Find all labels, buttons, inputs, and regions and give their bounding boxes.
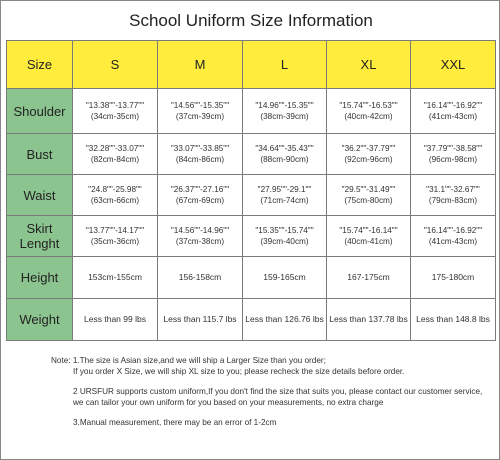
row-label-shoulder: Shoulder (7, 89, 73, 134)
cell-value-metric: (75cm-80cm) (344, 196, 393, 205)
cell-value-metric: (40cm-41cm) (344, 237, 393, 246)
table-row-height (7, 257, 496, 299)
cell-weight-xxl (411, 299, 496, 341)
cell-value-metric: (37cm-39cm) (175, 112, 225, 121)
row-label-weight: Weight (7, 299, 73, 341)
cell-value: "14.56""-15.35"" (170, 101, 230, 110)
cell-value: "15.74""-16.53"" (339, 101, 398, 110)
cell-value: Less than 99 lbs (84, 314, 146, 324)
cell-value-metric: (38cm-39cm) (260, 112, 309, 121)
cell-value: "33.07""-33.85"" (170, 144, 230, 153)
note-2-line-2: we can tailor your own uniform for you based on your measurements, no extra charge (73, 398, 384, 407)
header-size-xxl: XXL (411, 41, 496, 89)
cell-value: Less than 148.8 lbs (416, 314, 490, 324)
cell-waist-l (243, 175, 327, 216)
table-header-row (7, 41, 496, 89)
cell-value: 156-158cm (178, 272, 222, 282)
cell-value: "26.37""-27.16"" (170, 185, 230, 194)
header-size-m: M (158, 41, 243, 89)
cell-value: "16.14""-16.92"" (423, 101, 483, 110)
cell-height-l (243, 257, 327, 299)
cell-weight-s (73, 299, 158, 341)
header-size-l: L (243, 41, 327, 89)
cell-shoulder-xl (327, 89, 411, 134)
cell-value: "32.28""-33.07"" (85, 144, 145, 153)
cell-value: "27.95""-29.1"" (257, 185, 312, 194)
cell-waist-m (158, 175, 243, 216)
cell-weight-m (158, 299, 243, 341)
notes-section (51, 355, 491, 437)
cell-value: 175-180cm (431, 272, 475, 282)
header-size-s: S (73, 41, 158, 89)
cell-value: "37.79""-38.58"" (423, 144, 483, 153)
cell-shoulder-l (243, 89, 327, 134)
cell-value: "15.74""-16.14"" (339, 226, 398, 235)
table-row-skirt-lenght (7, 216, 496, 257)
cell-value-metric: (88cm-90cm) (260, 155, 309, 164)
row-label-skirt-lenght: Skirt Lenght (7, 216, 73, 257)
cell-height-s (73, 257, 158, 299)
cell-value-metric: (34cm-35cm) (90, 112, 140, 121)
cell-shoulder-m (158, 89, 243, 134)
cell-value: 153cm-155cm (88, 272, 142, 282)
cell-value-metric: (63cm-66cm) (90, 196, 140, 205)
cell-value: 159-165cm (263, 272, 306, 282)
cell-value-metric: (41cm-43cm) (428, 237, 478, 246)
note-3 (51, 417, 491, 428)
cell-skirt-lenght-m (158, 216, 243, 257)
row-label-bust: Bust (7, 134, 73, 175)
row-label-waist: Waist (7, 175, 73, 216)
cell-shoulder-xxl (411, 89, 496, 134)
note-2-line-1: 2 URSFUR supports custom uniform,If you don't find the size that suits you, please contact our customer service, (73, 387, 483, 396)
note-1 (51, 355, 491, 377)
cell-value: "29.5""-31.49"" (341, 185, 396, 194)
cell-skirt-lenght-l (243, 216, 327, 257)
page-title: School Uniform Size Information (129, 11, 373, 30)
cell-skirt-lenght-s (73, 216, 158, 257)
cell-value-metric: (67cm-69cm) (175, 196, 225, 205)
cell-value: "34.64""-35.43"" (255, 144, 314, 153)
cell-value-metric: (37cm-38cm) (175, 237, 225, 246)
cell-value: Less than 115.7 lbs (163, 314, 237, 324)
cell-value-metric: (40cm-42cm) (344, 112, 393, 121)
cell-weight-xl (327, 299, 411, 341)
cell-value-metric: (92cm-96cm) (344, 155, 393, 164)
table-row-bust (7, 134, 496, 175)
cell-bust-l (243, 134, 327, 175)
cell-bust-xl (327, 134, 411, 175)
cell-height-xl (327, 257, 411, 299)
note-1-line-2: If you order X Size, we will ship XL size to you; please recheck the size details before order. (73, 367, 405, 376)
note-2 (51, 386, 491, 408)
cell-bust-s (73, 134, 158, 175)
cell-value-metric: (79cm-83cm) (428, 196, 478, 205)
cell-value: "31.1""-32.67"" (426, 185, 480, 194)
table-row-shoulder (7, 89, 496, 134)
cell-value: Less than 126.76 lbs (245, 314, 324, 324)
cell-shoulder-s (73, 89, 158, 134)
cell-value-metric: (71cm-74cm) (260, 196, 309, 205)
cell-skirt-lenght-xxl (411, 216, 496, 257)
cell-value: "16.14""-16.92"" (423, 226, 483, 235)
cell-value: "24.8""-25.98"" (88, 185, 142, 194)
note-1-line-1: Note: 1.The size is Asian size,and we will ship a Larger Size than you order; (51, 356, 326, 365)
table-row-waist (7, 175, 496, 216)
cell-value-metric: (41cm-43cm) (428, 112, 478, 121)
cell-waist-xxl (411, 175, 496, 216)
cell-value-metric: (82cm-84cm) (90, 155, 140, 164)
header-size-label: Size (7, 41, 73, 89)
cell-bust-m (158, 134, 243, 175)
cell-value: "36.2""-37.79"" (341, 144, 396, 153)
cell-weight-l (243, 299, 327, 341)
size-table (6, 40, 496, 341)
cell-value-metric: (35cm-36cm) (90, 237, 140, 246)
cell-value: 167-175cm (347, 272, 390, 282)
cell-skirt-lenght-xl (327, 216, 411, 257)
table-row-weight (7, 299, 496, 341)
cell-value: "13.38""-13.77"" (85, 101, 145, 110)
cell-value-metric: (84cm-86cm) (175, 155, 225, 164)
note-3-line-1: 3.Manual measurement, there may be an error of 1-2cm (73, 418, 277, 427)
cell-value: Less than 137.78 lbs (329, 314, 408, 324)
row-label-height: Height (7, 257, 73, 299)
header-size-xl: XL (327, 41, 411, 89)
cell-value-metric: (39cm-40cm) (260, 237, 309, 246)
cell-waist-s (73, 175, 158, 216)
cell-bust-xxl (411, 134, 496, 175)
cell-value: "15.35""-15.74"" (255, 226, 314, 235)
cell-height-m (158, 257, 243, 299)
cell-height-xxl (411, 257, 496, 299)
cell-value-metric: (96cm-98cm) (428, 155, 478, 164)
cell-value: "14.56""-14.96"" (170, 226, 230, 235)
cell-value: "14.96""-15.35"" (255, 101, 314, 110)
cell-value: "13.77""-14.17"" (85, 226, 145, 235)
cell-waist-xl (327, 175, 411, 216)
